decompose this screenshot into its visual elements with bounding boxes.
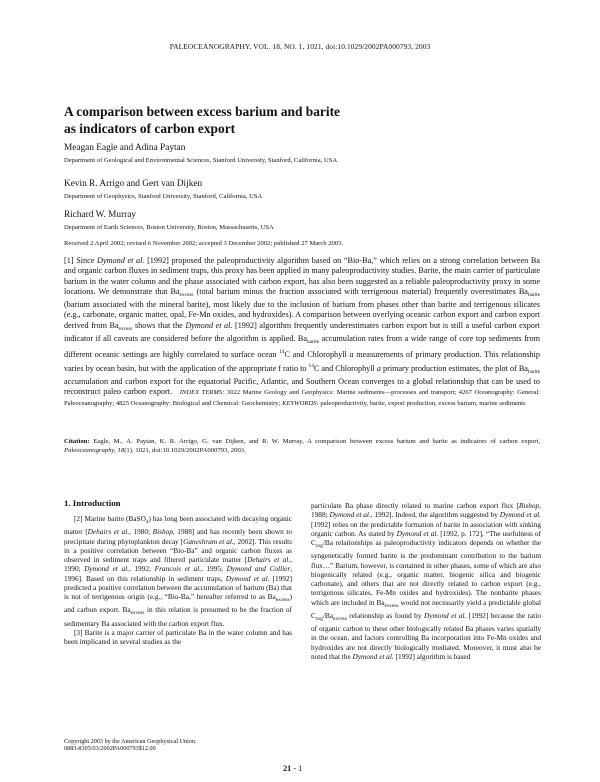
citation-link[interactable]: Dehairs et al. xyxy=(247,555,291,564)
citation-link[interactable]: Dymond et al. xyxy=(352,651,394,661)
author-names-3: Richard W. Murray xyxy=(64,210,137,220)
affiliation-2: Department of Geophysics, Stanford University, Stanford, California, USA xyxy=(64,193,263,200)
paper-title xyxy=(64,103,544,137)
citation-link[interactable]: Francois et al. xyxy=(154,564,201,574)
citation-link[interactable]: Dymond et al. xyxy=(185,320,233,330)
citation-link[interactable]: Bishop xyxy=(518,501,540,510)
citation-link[interactable]: Bishop xyxy=(152,527,173,537)
citation-link[interactable]: Dymond et al. xyxy=(225,573,270,583)
affiliation-1: Department of Geological and Environmental Sciences, Stanford University, Stanford, California, USA xyxy=(64,157,338,164)
right-column: particulate Ba phase directly related to marine carbon export flux [Bishop, 1988; Dymond et al., 1992]. Indeed, the algorithm suggested by Dymond et al. [1992] relies on the predictable formation of barite in association with sinking organic carbon. As stated by Dymond et al. [1992, p. 172], “The usefulness of $C_{org}/Ba$ relationships as paleoproductivity indicators depends on whether the syngenetically formed barite is the predominant contribution to the barium flux…” Barium, however, is contained in other phases, some of which are also biogenically related (e.g., organic matter, biogenic silica and biogenic carbonate), and others that are not directly related to carbon export (e.g., terrigenous silicates, Fe-Mn oxides and hydroxides). The nonbarite phases which are included in $Ba_{excess}$ would not necessarily yield a predictable global $C_{org}/Ba_{excess}$ relationship as found by Dymond et al. [1992] because the ratio of organic carbon to these other biologically related Ba phases varies spatially in the ocean, and factors controlling Ba incorporation into Fe-Mn oxides and hydroxides are not directly biologically mediated. Moreover, it must also be noted that the Dymond et al. [1992] algorithm is based xyxy=(311,501,542,661)
left-column: [2] Marine barite (BaSO$_4$) has long been associated with decaying organic matter [Dehairs et al., 1980; Bishop, 1988] and has recently been shown to precipitate during phytoplankton decay [Ganeshram et al., 2002]. This results in a positive correlation between “Bio-Ba” and organic carbon fluxes as observed in sediment traps and filtered particulate matter [Dehairs et al., 1990; Dymond et al., 1992; Francois et al., 1995; Dymond and Collier, 1996]. Based on this relationship in sediment traps, Dymond et al. [1992] predicted a positive correlation between the accumulation of barium (Ba) that is not of terrigenous origin (e.g., “Bio-Ba,” hereafter referred to as $Ba_{excess}$) and carbon export. $Ba_{excess}$ in this relation is presumed to be the fraction of sedimentary Ba associated with the carbon export flux. [3] Barite is a major carrier of particulate Ba in the water column and has been implicated in several studies as the xyxy=(64,514,293,646)
citation-link[interactable]: Dymond et al. xyxy=(84,564,129,574)
index-terms: 3022 Marine Geology and Geophysics: Marine sediments—processes and transport; 4267 Oceanography: General: Paleoceanography; 4825 Oceanography: Biological and Chemical: Geochemistry; xyxy=(64,389,540,407)
paragraph-number: [3] xyxy=(74,627,83,637)
citation-link[interactable]: Ganeshram et al. xyxy=(183,536,234,546)
author-names-1: Meagan Eagle and Adina Paytan xyxy=(64,143,186,153)
paragraph-number: [2] xyxy=(74,514,83,523)
affiliation-3: Department of Earth Sciences, Boston University, Boston, Massachusetts, USA xyxy=(64,224,274,231)
abstract: [1] Since Dymond et al. [1992] proposed the paleoproductivity algorithm based on “Bio-Ba,” which relies on a strong correlation between Ba and organic carbon fluxes in sediment traps, this proxy has been applied in many paleoproductivity studies. Barite, the main carrier of particulate barium in the water column and the phase associated with carbon export, has also been suggested as a reliable paleoproductivity proxy in some locations. We demonstrate that $Ba_{excess}$ (total barium minus the fraction associated with terrigenous material) frequently overestimates $Ba_{barite}$ (barium associated with the mineral barite), most likely due to the inclusion of barium from phases other than barite and terrigenous silicates (e.g., carbonate, organic matter, opal, Fe-Mn oxides, and hydroxides). A comparison between overlying oceanic carbon export and carbon export derived from $Ba_{excess}$ shows that the Dymond et al. [1992] algorithm frequently underestimates carbon export but is still a useful carbon export indicator if all caveats are considered before the algorithm is applied. $Ba_{barite}$ accumulation rates from a wide range of core top sediments from different oceanic settings are highly correlated to surface ocean $^{14}$C and Chlorophyll a measurements of primary production. This relationship varies by ocean basin, but with the application of the appropriate f ratio to $^{14}$C and Chlorophyll a primary production estimates, the plot of $Ba_{barite}$ accumulation and carbon export for the equatorial Pacific, Atlantic, and Southern Ocean converges to a global relationship that can be used to reconstruct paleo carbon export. INDEX TERMS: 3022 Marine Geology and Geophysics: Marine sediments—processes and transport; 4267 Oceanography: General: Paleoceanography; 4825 Oceanography: Biological and Chemical: Geochemistry; KEYWORDS: paleoproductivity, barite, export production, excess barium, marine sediments xyxy=(64,256,541,407)
paragraph-number: [1] xyxy=(64,256,74,265)
title-line-2: as indicators of carbon export xyxy=(64,121,236,136)
citation-link[interactable]: Dymond et al. xyxy=(499,510,542,520)
citation-link[interactable]: Dymond and Collier xyxy=(226,564,291,574)
citation-link[interactable]: Dehairs et al. xyxy=(87,527,130,537)
citation-link[interactable]: Dymond et al. xyxy=(97,256,145,265)
page-number: 21 - 1 xyxy=(283,764,303,773)
index-terms-label: INDEX TERMS: xyxy=(179,389,225,397)
running-head: PALEOCEANOGRAPHY, VOL. 18, NO. 1, 1021, doi:10.1029/2002PA000793, 2003 xyxy=(169,42,431,51)
citation-label: Citation: xyxy=(64,438,90,445)
citation-link[interactable]: Dymond et al. xyxy=(423,610,467,620)
copyright-notice: Copyright 2003 by the American Geophysical Union. 0883-8305/03/2002PA000793$12.00 xyxy=(64,738,197,753)
citation-link[interactable]: Dymond et al. xyxy=(329,510,371,520)
section-heading-introduction: 1. Introduction xyxy=(64,498,121,508)
keywords: paleoproductivity, barite, export production, excess barium, marine sediments xyxy=(318,399,526,407)
citation-link[interactable]: Dymond et al. xyxy=(396,528,439,538)
keywords-label: KEYWORDS: xyxy=(282,399,319,407)
received-dates: Received 2 April 2002; revised 6 November 2002; accepted 3 December 2002; published 27 March 2003. xyxy=(64,240,344,247)
author-names-2: Kevin R. Arrigo and Gert van Dijken xyxy=(64,179,203,189)
citation-block: Citation: Eagle, M., A. Paytan, K. R. Arrigo, G. van Dijken, and R. W. Murray, A comparison between excess barium and barite as indicators of carbon export, Paleoceanography, 18(1), 1021, doi:10.1029/2002PA000793, 2003. xyxy=(64,438,540,455)
title-line-1: A comparison between excess barium and barite xyxy=(64,104,340,119)
